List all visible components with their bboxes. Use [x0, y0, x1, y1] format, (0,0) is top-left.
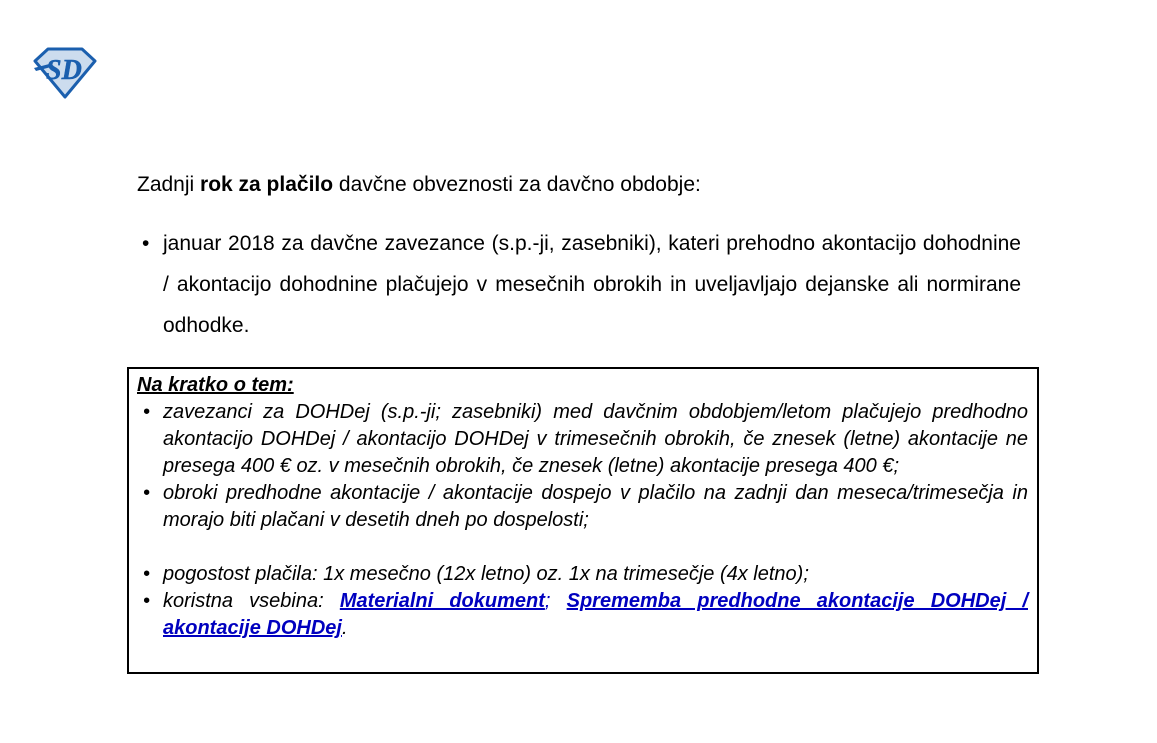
list-item: [137, 223, 1021, 346]
info-box-bullet-3: pogostost plačila: 1x mesečno (12x letno) oz. 1x na trimesečje (4x letno);: [163, 563, 809, 585]
intro-bullet-text: januar 2018 za davčne zavezance (s.p.-ji, zasebniki), kateri prehodno akontacijo dohodnine / akontacijo dohodnine plačujejo v mesečnih obrokih in uveljavljajo dejanske ali normirane odhodke.: [163, 232, 1021, 337]
useful-content-prefix: koristna vsebina:: [163, 590, 340, 612]
info-box-bullet-2: obroki predhodne akontacije / akontacije dospejo v plačilo na zadnji dan meseca/trimesečja in morajo biti plačani v desetih dneh po dospelosti;: [163, 482, 1028, 531]
info-box-bullet-1: zavezanci za DOHDej (s.p.-ji; zasebniki) med davčnim obdobjem/letom plačujejo predhodno akontacijo DOHDej / akontacijo DOHDej v trimesečnih obrokih, če znesek (letne) akontacije ne presega 400 € oz. v mesečnih obrokih, če znesek (letne) akontacije presega 400 €;: [163, 401, 1028, 477]
intro-heading-suffix: davčne obveznosti za davčno obdobje:: [333, 173, 701, 196]
list-item: [137, 561, 1028, 588]
info-box-bullet-list: [137, 399, 1028, 642]
logo-letters: SD: [46, 55, 82, 86]
link-separator: ;: [544, 590, 567, 612]
info-box-title: Na kratko o tem:: [137, 374, 294, 396]
intro-bullet-list: [137, 223, 1021, 346]
list-item: [137, 399, 1028, 480]
list-item: [137, 480, 1028, 534]
intro-heading-prefix: Zadnji: [137, 173, 201, 196]
intro-heading: [137, 172, 1021, 198]
link-sprememba-akontacije[interactable]: Sprememba predhodne akontacije DOHDej / akontacije DOHDej: [163, 590, 1028, 639]
link-materialni-dokument[interactable]: Materialni dokument: [339, 590, 545, 612]
info-box: [127, 367, 1039, 674]
list-item: [137, 588, 1028, 642]
intro-section: [137, 172, 1021, 346]
intro-heading-bold: rok za plačilo: [200, 173, 334, 196]
useful-content-end: .: [341, 617, 348, 639]
sd-shield-icon: [33, 46, 97, 100]
company-logo: [33, 46, 97, 100]
